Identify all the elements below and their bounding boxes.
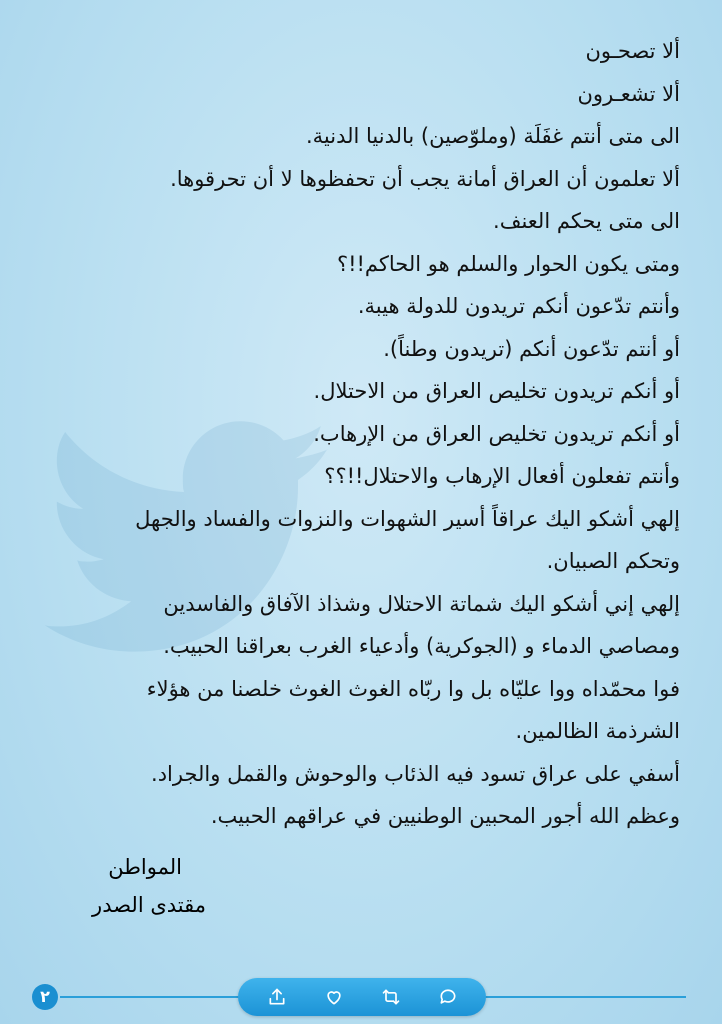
share-icon[interactable] (266, 986, 288, 1008)
statement-line: وأنتم تدّعون أنكم تريدون للدولة هيبة. (357, 294, 680, 318)
statement-line: ومصاصي الدماء و (الجوكرية) وأدعياء الغرب بعراقنا الحبيب. (163, 634, 680, 658)
retweet-icon[interactable] (380, 986, 402, 1008)
tweet-actions-bar (238, 978, 486, 1016)
footer-bar (0, 970, 722, 1024)
statement-line: أو أنكم تريدون تخليص العراق من الإرهاب. (313, 421, 680, 446)
signature-name: مقتدى الصدر (92, 893, 206, 917)
statement-line: أو أنكم تريدون تخليص العراق من الاحتلال. (313, 379, 680, 403)
page-number-badge: ٢ (32, 984, 58, 1010)
statement-line: الى متى أنتم غفَلَة (وملوّصين) بالدنيا الدنية. (305, 124, 680, 148)
statement-line: الشرذمة الظالمين. (515, 719, 680, 743)
signature-title: المواطن (108, 855, 182, 879)
signature-block (92, 848, 206, 924)
reply-icon[interactable] (437, 986, 459, 1008)
statement-line: الى متى يحكم العنف. (493, 209, 680, 233)
statement-line: وأنتم تفعلون أفعال الإرهاب والاحتلال!!؟؟ (324, 464, 680, 488)
statement-line: وتحكم الصبيان. (546, 549, 680, 573)
statement-line: إلهي إني أشكو اليك شماتة الاحتلال وشذاذ الآفاق والفاسدين (163, 591, 680, 616)
statement-line: ألا تعلمون أن العراق أمانة يجب أن تحفظوها لا أن تحرقوها. (170, 166, 680, 191)
statement-line: ومتى يكون الحوار والسلم هو الحاكم!!؟ (336, 251, 680, 276)
statement-line: وعظم الله أجور المحبين الوطنيين في عراقهم الحبيب. (210, 804, 680, 828)
statement-line: فوا محمّداه ووا عليّاه بل وا ربّاه الغوث الغوث خلصنا من هؤلاء (146, 676, 680, 701)
like-icon[interactable] (323, 986, 345, 1008)
statement-line: ألا تشعـرون (577, 81, 680, 106)
statement-line: ألا تصحـون (585, 39, 680, 63)
statement-line: أو أنتم تدّعون أنكم (تريدون وطناً). (383, 336, 680, 361)
statement-line: إلهي أشكو اليك عراقاً أسير الشهوات والنزوات والفساد والجهل (135, 506, 680, 531)
statement-line: أسفي على عراق تسود فيه الذئاب والوحوش والقمل والجراد. (151, 761, 680, 786)
statement-body (30, 30, 680, 838)
